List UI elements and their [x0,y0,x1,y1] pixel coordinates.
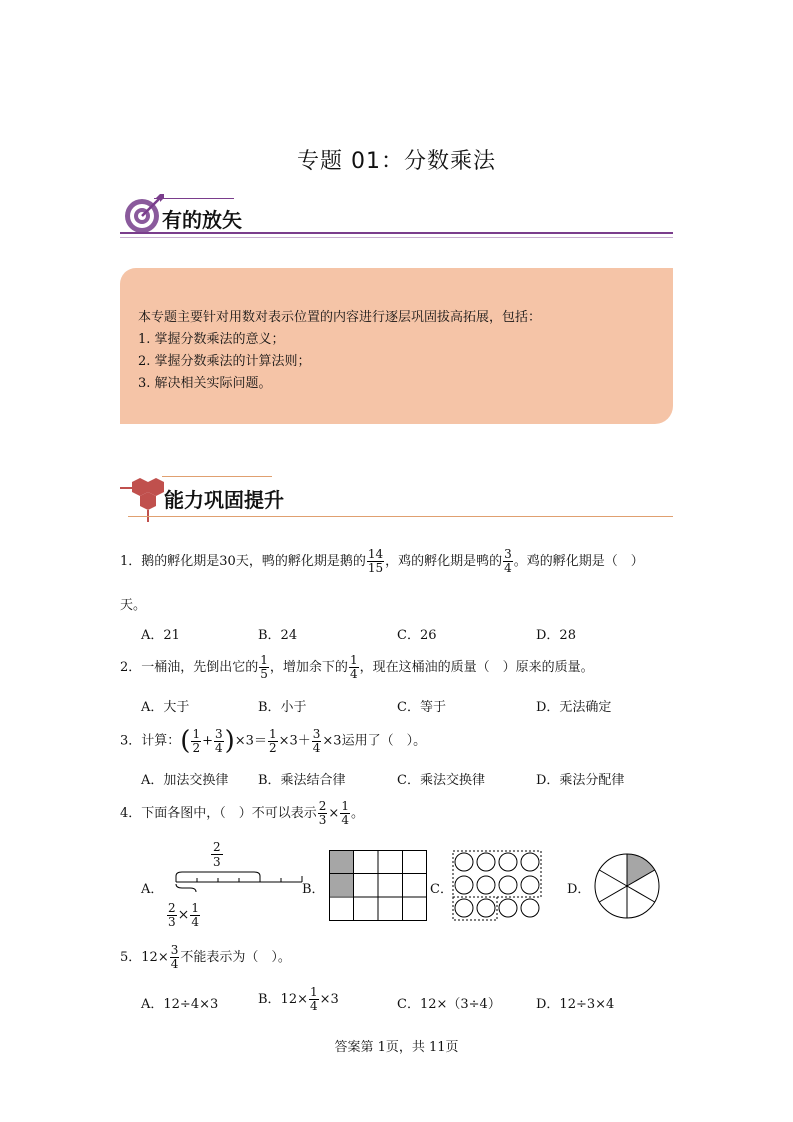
page-title: 专题 01：分数乘法 [297,149,496,174]
figure-a-bottom-expression: $\frac{2}{3}$ × $\frac{1}{4}$ [168,901,200,929]
figure-label-a[interactable]: A． [141,882,164,897]
fraction: $\frac{3}{4}$ [504,547,512,575]
intro-item: 2. 掌握分数乘法的计算法则； [138,354,311,369]
figure-a-segment [172,868,306,898]
option-c[interactable]: C．乘法交换律 [397,773,485,788]
option-b[interactable]: B．24 [258,628,298,643]
option-a[interactable]: A．加法交换律 [141,773,229,788]
option-a[interactable]: A．21 [141,628,180,643]
figure-label-c[interactable]: C． [430,882,453,897]
option-b[interactable]: B．12× $\frac{1}{4}$ ×3 [258,985,339,1013]
option-d[interactable]: D．无法确定 [536,700,612,715]
question-1: 1．鹅的孵化期是30天，鸭的孵化期是鹅的 $\frac{14}{15}$ ，鸡的孵化期是鸭的 $\frac{3}{4}$ 。鸡的孵化期是（ ） [120,547,644,575]
intro-item: 1. 掌握分数乘法的意义； [138,332,285,347]
figure-b-grid [329,850,428,922]
question-3: 3．计算：( $\frac{1}{2}$ + $\frac{3}{4}$ )×3＝ $\frac{1}{2}$ ×3＋ $\frac{3}{4}$ ×3运用了（ ）。 [120,726,427,756]
intro-lead: 本专题主要针对用数对表示位置的内容进行逐层巩固拔高拓展，包括： [138,310,542,325]
section-title-practice: 能力巩固提升 [164,488,284,512]
section-header-objectives [120,190,673,240]
figure-d-pie [593,852,661,920]
section-header-practice [120,470,673,520]
option-b[interactable]: B．乘法结合律 [258,773,346,788]
figure-label-d[interactable]: D． [567,882,591,897]
option-c[interactable]: C．26 [397,628,437,643]
intro-item: 3. 解决相关实际问题。 [138,376,272,391]
question-4: 4．下面各图中，（ ）不可以表示 $\frac{2}{3}$ × $\frac{1}{4}$ 。 [120,799,364,827]
option-a[interactable]: A．大于 [141,700,190,715]
figure-a-top-fraction: 2 3 [213,840,221,869]
page-footer: 答案第 1页，共 11页 [334,1040,459,1055]
question-2: 2．一桶油，先倒出它的 $\frac{1}{5}$ ，增加余下的 $\frac{1}{4}$ ，现在这桶油的质量（ ）原来的质量。 [120,653,594,681]
option-a[interactable]: A．12÷4×3 [141,997,219,1012]
figure-label-b[interactable]: B． [302,882,325,897]
fraction: $\frac{1}{4}$ [349,653,358,681]
question-1-cont: 天。 [120,598,147,613]
option-c[interactable]: C．等于 [397,700,446,715]
question-5: 5．12× $\frac{3}{4}$ 不能表示为（ ）。 [120,943,291,971]
option-d[interactable]: D．乘法分配律 [536,773,625,788]
figure-c-circles [452,850,544,922]
hexagon-icon [120,470,170,522]
fraction: $\frac{1}{5}$ [260,653,268,681]
section-title-objectives: 有的放矢 [162,208,242,232]
option-d[interactable]: D．12÷3×4 [536,997,615,1012]
option-b[interactable]: B．小于 [258,700,307,715]
fraction: $\frac{14}{15}$ [367,547,384,575]
option-d[interactable]: D．28 [536,628,576,643]
option-c[interactable]: C．12×（3÷4） [397,997,501,1012]
